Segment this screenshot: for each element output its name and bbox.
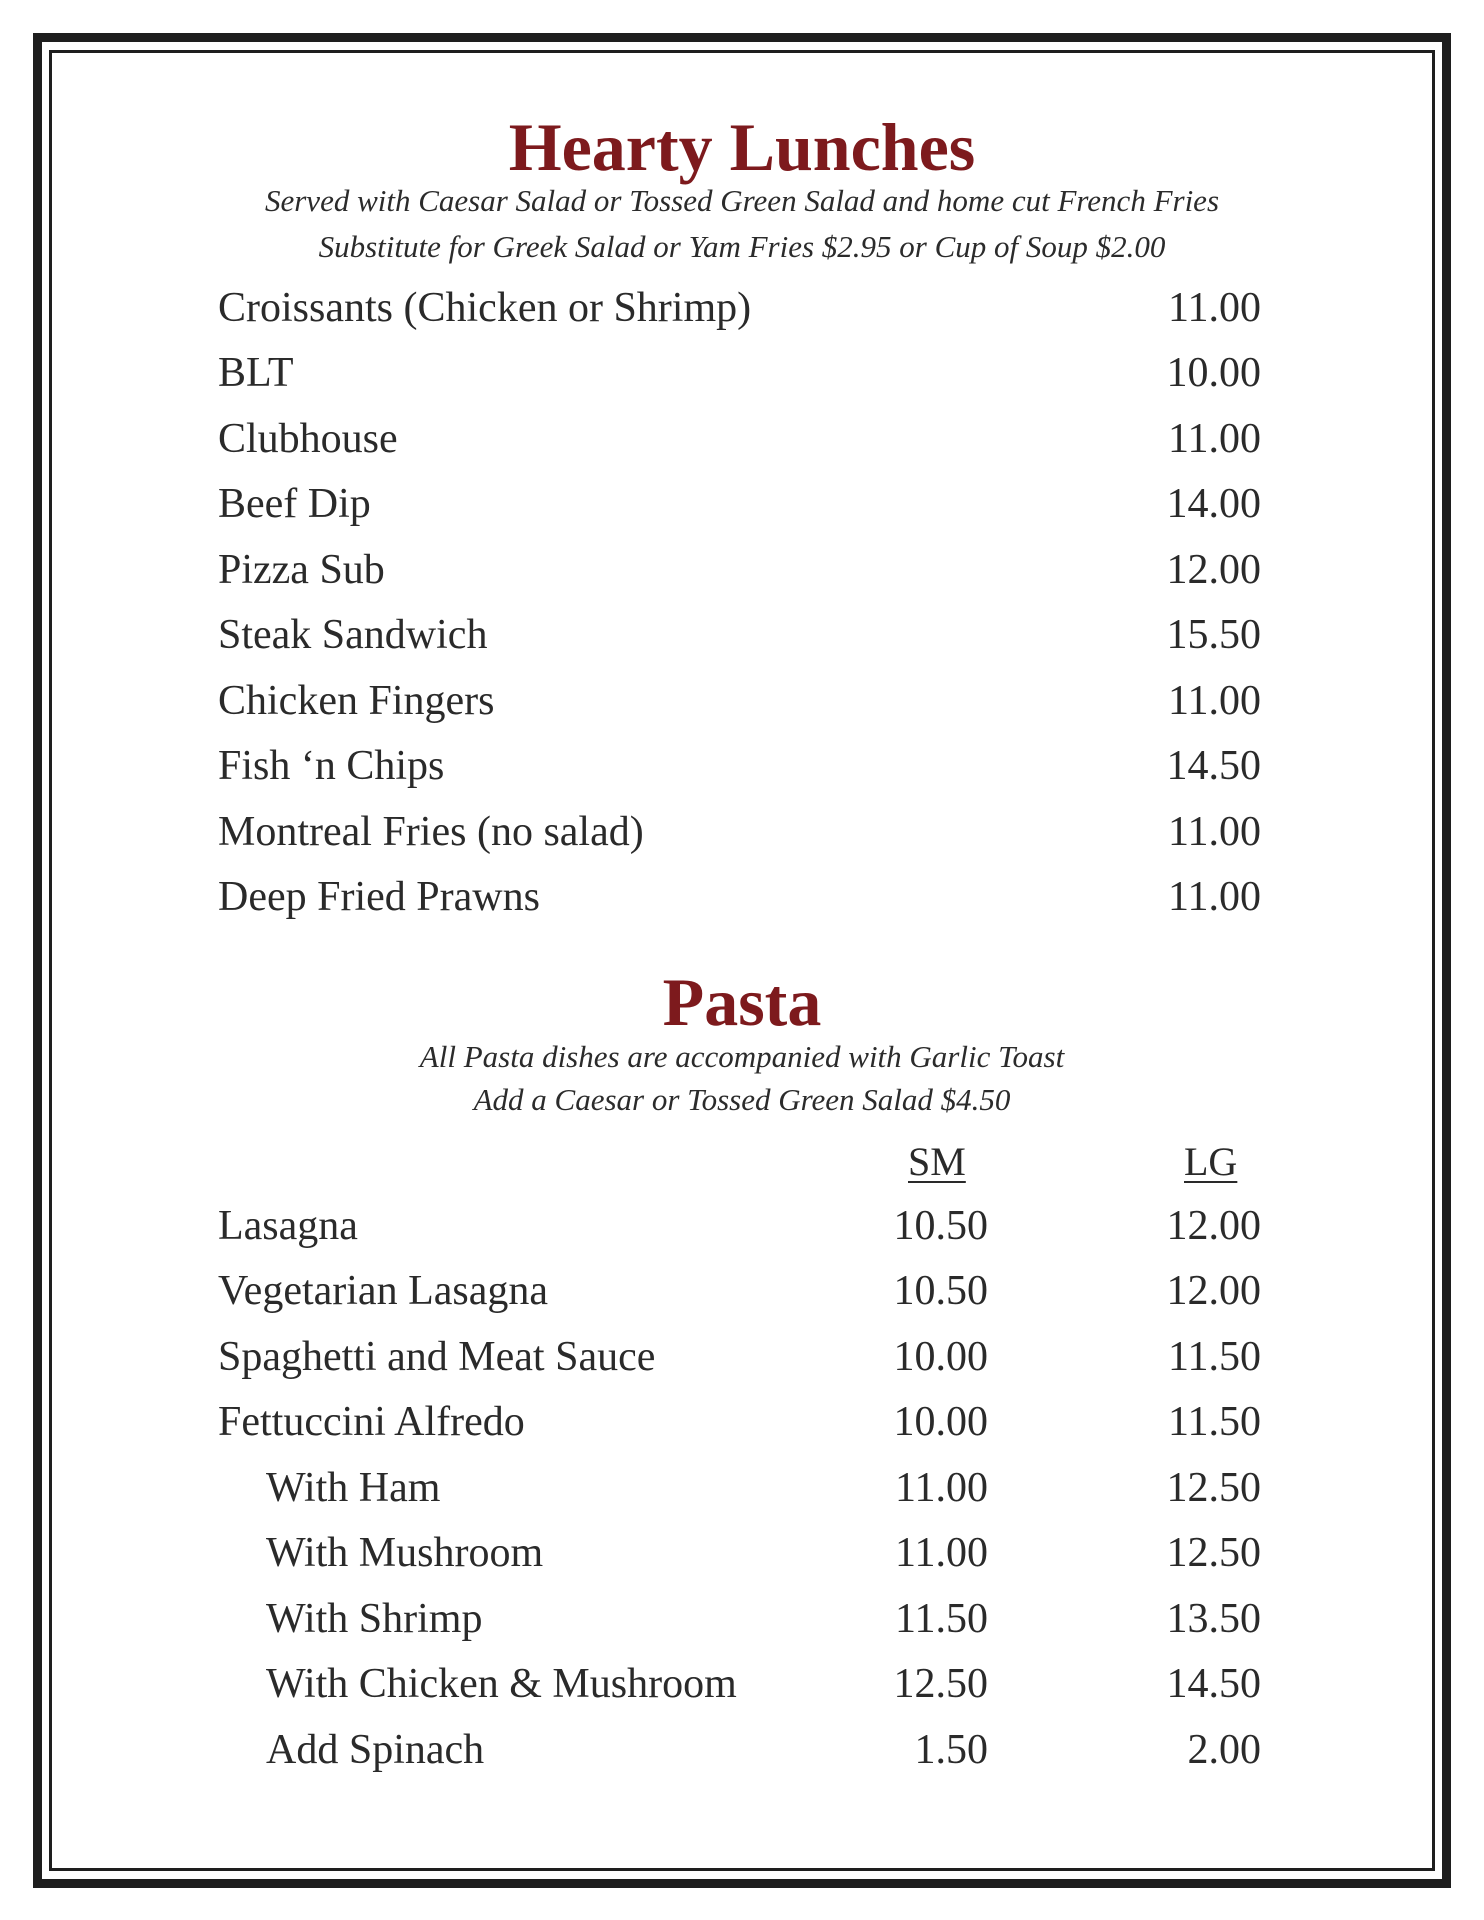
item-price: 11.00 (1168, 874, 1261, 920)
menu-item-row (0, 348, 1484, 398)
menu-item-row (0, 1332, 1484, 1382)
pasta-note-line-1: All Pasta dishes are accompanied with Garlic Toast (419, 1039, 1065, 1074)
item-name: Deep Fried Prawns (218, 874, 540, 920)
item-name: BLT (218, 350, 294, 396)
item-price-large: 12.50 (1166, 1465, 1261, 1511)
item-price: 11.00 (1168, 809, 1261, 855)
item-name: Chicken Fingers (218, 678, 495, 724)
item-price-small: 10.50 (893, 1268, 988, 1314)
item-price-large: 2.00 (1187, 1727, 1261, 1773)
hearty-lunches-title: Hearty Lunches (508, 109, 976, 185)
hearty-lunches-note-line-2: Substitute for Greek Salad or Yam Fries $2.95 or Cup of Soup $2.00 (318, 229, 1166, 264)
menu-item-row (0, 1659, 1484, 1709)
menu-item-row (0, 414, 1484, 464)
item-price-small: 11.00 (895, 1465, 988, 1511)
column-header-small: SM (908, 1139, 966, 1184)
menu-item-row (0, 872, 1484, 922)
item-price: 14.00 (1166, 481, 1261, 527)
item-price-large: 14.50 (1166, 1661, 1261, 1707)
menu-item-row (0, 1201, 1484, 1251)
item-price-large: 11.50 (1168, 1334, 1261, 1380)
menu-item-row (0, 479, 1484, 529)
item-price-small: 11.50 (895, 1596, 988, 1642)
menu-item-row (0, 1528, 1484, 1578)
item-price-small: 1.50 (914, 1727, 988, 1773)
item-price: 10.00 (1166, 350, 1261, 396)
item-name: Vegetarian Lasagna (218, 1268, 548, 1314)
hearty-lunches-note-line-1: Served with Caesar Salad or Tossed Green Salad and home cut French Fries (264, 183, 1220, 218)
item-price: 11.00 (1168, 416, 1261, 462)
menu-item-row (0, 545, 1484, 595)
item-price: 11.00 (1168, 678, 1261, 724)
item-name: With Mushroom (266, 1530, 544, 1576)
item-name: Spaghetti and Meat Sauce (218, 1334, 656, 1380)
item-price-small: 11.00 (895, 1530, 988, 1576)
menu-item-row (0, 807, 1484, 857)
item-price-large: 12.00 (1166, 1268, 1261, 1314)
item-price-small: 12.50 (893, 1661, 988, 1707)
menu-item-row (0, 1725, 1484, 1775)
item-name: Pizza Sub (218, 547, 385, 593)
menu-item-row (0, 741, 1484, 791)
menu-item-row (0, 1397, 1484, 1447)
item-price-large: 13.50 (1166, 1596, 1261, 1642)
item-price-small: 10.00 (893, 1399, 988, 1445)
item-name: Steak Sandwich (218, 612, 488, 658)
pasta-note-line-2: Add a Caesar or Tossed Green Salad $4.50 (473, 1082, 1011, 1117)
item-name: With Chicken & Mushroom (266, 1661, 737, 1707)
item-name: With Ham (266, 1465, 441, 1511)
menu-item-row (0, 1266, 1484, 1316)
item-price-large: 12.50 (1166, 1530, 1261, 1576)
item-price: 12.00 (1166, 547, 1261, 593)
column-header-large: LG (1184, 1139, 1238, 1184)
item-name: Lasagna (218, 1203, 358, 1249)
menu-item-row (0, 1463, 1484, 1513)
item-price-small: 10.50 (893, 1203, 988, 1249)
menu-item-row (0, 283, 1484, 333)
menu-item-row (0, 610, 1484, 660)
item-price: 15.50 (1166, 612, 1261, 658)
item-name: Beef Dip (218, 481, 371, 527)
pasta-title: Pasta (662, 964, 822, 1040)
item-name: With Shrimp (266, 1596, 483, 1642)
item-name: Add Spinach (266, 1727, 485, 1773)
item-price: 14.50 (1166, 743, 1261, 789)
item-name: Fish ‘n Chips (218, 743, 445, 789)
menu-item-row (0, 676, 1484, 726)
item-name: Clubhouse (218, 416, 398, 462)
item-price: 11.00 (1168, 285, 1261, 331)
item-price-large: 12.00 (1166, 1203, 1261, 1249)
item-name: Fettuccini Alfredo (218, 1399, 525, 1445)
item-name: Croissants (Chicken or Shrimp) (218, 285, 752, 331)
item-name: Montreal Fries (no salad) (218, 809, 644, 855)
item-price-large: 11.50 (1168, 1399, 1261, 1445)
item-price-small: 10.00 (893, 1334, 988, 1380)
menu-item-row (0, 1594, 1484, 1644)
